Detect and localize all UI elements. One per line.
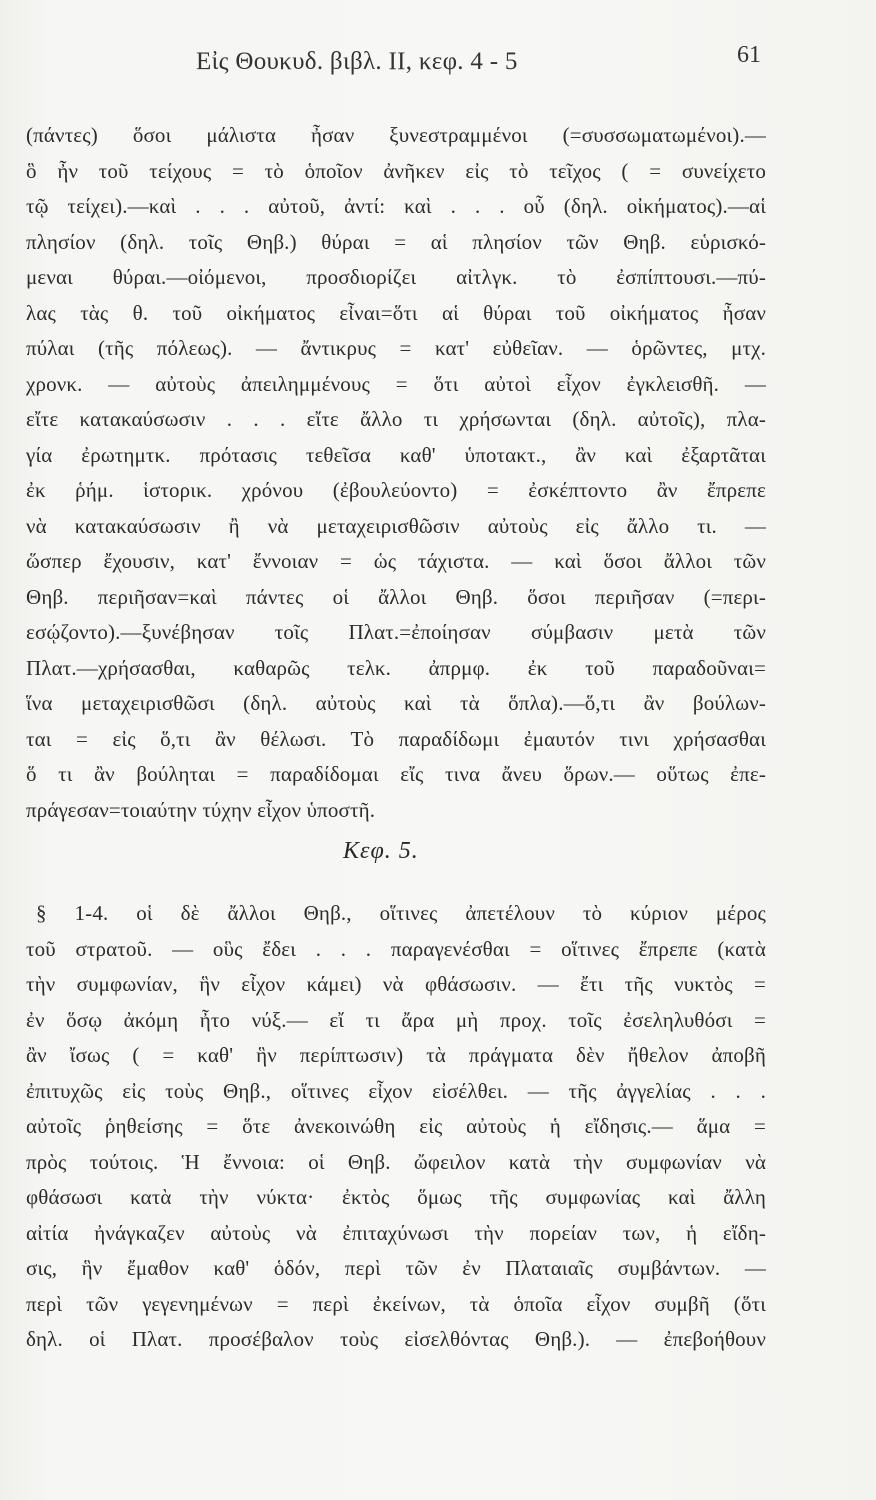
text-line: Πλατ.—χρήσασθαι, καθαρῶς τελκ. ἀπρμφ. ἐκ τοῦ παραδοῦναι= bbox=[26, 655, 766, 680]
text-line: φθάσωσι κατὰ τὴν νύκτα· ἐκτὸς ὅμως τῆς συμφωνίας καὶ ἄλλη bbox=[26, 1185, 766, 1209]
text-line: εἴτε κατακαύσωσιν . . . εἴτε ἄλλο τι χρήσωνται (δηλ. αὐτοῖς), πλα- bbox=[26, 407, 766, 431]
text-line: ἵνα μεταχειρισθῶσι (δηλ. αὐτοὺς καὶ τὰ ὅπλα).—ὅ,τι ἂν βούλων- bbox=[26, 691, 766, 715]
text-line: αὐτοῖς ῥηθείσης = ὅτε ἀνεκοινώθη εἰς αὐτοὺς ἡ εἴδησις.— ἅμα = bbox=[26, 1114, 766, 1138]
text-line: ἐπιτυχῶς εἰς τοὺς Θηβ., οἵτινες εἶχον εἰσέλθει. — τῆς ἀγγελίας . . . bbox=[26, 1078, 766, 1103]
text-line: ἐν ὅσῳ ἀκόμη ἦτο νύξ.— εἴ τι ἄρα μὴ προχ. τοῖς ἐσεληλυθόσι = bbox=[26, 1007, 766, 1032]
text-line: λας τὰς θ. τοῦ οἰκήματος εἶναι=ὅτι αἱ θύραι τοῦ οἰκήματος ἦσαν bbox=[26, 300, 766, 325]
text-line: τῷ τείχει).—καὶ . . . αὐτοῦ, ἀντί: καὶ . . . οὗ (δηλ. οἰκήματος).—αἱ bbox=[26, 194, 766, 218]
text-line: ἂν ἴσως ( = καθ' ἣν περίπτωσιν) τὰ πράγματα δὲν ἤθελον ἀποβῆ bbox=[26, 1043, 766, 1067]
text-line: (πάντες) ὅσοι μάλιστα ἦσαν ξυνεστραμμένοι (=συσσωματωμένοι).— bbox=[26, 123, 766, 147]
text-line: Θηβ. περιῆσαν=καὶ πάντες οἱ ἄλλοι Θηβ. ὅσοι περιῆσαν (=περι- bbox=[26, 584, 766, 609]
text-line: ὃ ἦν τοῦ τείχους = τὸ ὁποῖον ἀνῆκεν εἰς τὸ τεῖχος ( = συνείχετο bbox=[26, 158, 766, 183]
text-line: σις, ἣν ἔμαθον καθ' ὁδόν, περὶ τῶν ἐν Πλαταιαῖς συμβάντων. — bbox=[26, 1256, 766, 1280]
text-line: μεναι θύραι.—οἰόμενοι, προσδιορίζει αἰτλγκ. τὸ ἐσπίπτουσι.—πύ- bbox=[26, 265, 766, 289]
text-line: χρονκ. — αὐτοὺς ἀπειλημμένους = ὅτι αὐτοὶ εἶχον ἐγκλεισθῆ. — bbox=[26, 371, 766, 396]
text-line: τοῦ στρατοῦ. — οὓς ἔδει . . . παραγενέσθαι = οἵτινες ἔπρεπε (κατὰ bbox=[26, 936, 766, 961]
text-line: ται = εἰς ὅ,τι ἂν θέλωσι. Τὸ παραδίδωμι ἐμαυτόν τινι χρήσασθαι bbox=[26, 726, 766, 751]
section-heading: Κεφ. 5. bbox=[343, 838, 419, 864]
text-line: § 1-4. οἱ δὲ ἄλλοι Θηβ., οἵτινες ἀπετέλουν τὸ κύριον μέρος bbox=[36, 901, 766, 925]
text-line: γία ἐρωτημτκ. πρότασις τεθεῖσα καθ' ὑποτακτ., ἂν καὶ ἐξαρτᾶται bbox=[26, 442, 766, 467]
commentary-block-chapter-4 bbox=[26, 118, 766, 828]
text-line: εσῴζοντο).—ξυνέβησαν τοῖς Πλατ.=ἐποίησαν σύμβασιν μετὰ τῶν bbox=[26, 620, 766, 644]
text-line: πύλαι (τῆς πόλεως). — ἄντικρυς = κατ' εὐθεῖαν. — ὁρῶντες, μτχ. bbox=[26, 336, 766, 360]
text-line: αἰτία ἠνάγκαζεν αὐτοὺς νὰ ἐπιταχύνωσι τὴν πορείαν των, ἡ εἴδη- bbox=[26, 1220, 766, 1245]
text-line: ὅ τι ἂν βούληται = παραδίδομαι εἴς τινα ἄνευ ὅρων.— οὕτως ἐπε- bbox=[26, 762, 766, 786]
page-number: 61 bbox=[737, 42, 761, 68]
text-line: πράγεσαν=τοιαύτην τύχην εἶχον ὑποστῆ. bbox=[26, 797, 376, 822]
text-line: πλησίον (δηλ. τοῖς Θηβ.) θύραι = αἱ πλησίον τῶν Θηβ. εὑρισκό- bbox=[26, 229, 766, 254]
text-line: πρὸς τούτοις. Ἡ ἔννοια: οἱ Θηβ. ὤφειλον κατὰ τὴν συμφωνίαν νὰ bbox=[26, 1149, 766, 1174]
text-line: ἐκ ῥήμ. ἱστορικ. χρόνου (ἐβουλεύοντο) = ἐσκέπτοντο ἂν ἔπρεπε bbox=[26, 478, 766, 502]
commentary-block-chapter-5 bbox=[26, 896, 766, 1358]
text-line: περὶ τῶν γεγενημένων = περὶ ἐκείνων, τὰ ὁποῖα εἶχον συμβῆ (ὅτι bbox=[26, 1291, 766, 1316]
text-line: τὴν συμφωνίαν, ἣν εἶχον κάμει) νὰ φθάσωσιν. — ἔτι τῆς νυκτὸς = bbox=[26, 972, 766, 996]
running-head: Εἰς Θουκυδ. βιβλ. ΙΙ, κεφ. 4 - 5 bbox=[196, 48, 518, 75]
text-line: δηλ. οἱ Πλατ. προσέβαλον τοὺς εἰσελθόντας Θηβ.). — ἐπεβοήθουν bbox=[26, 1327, 766, 1351]
text-line: ὥσπερ ἔχουσιν, κατ' ἔννοιαν = ὡς τάχιστα. — καὶ ὅσοι ἄλλοι τῶν bbox=[26, 549, 766, 573]
text-line: νὰ κατακαύσωσιν ἢ νὰ μεταχειρισθῶσιν αὐτοὺς εἰς ἄλλο τι. — bbox=[26, 513, 766, 538]
